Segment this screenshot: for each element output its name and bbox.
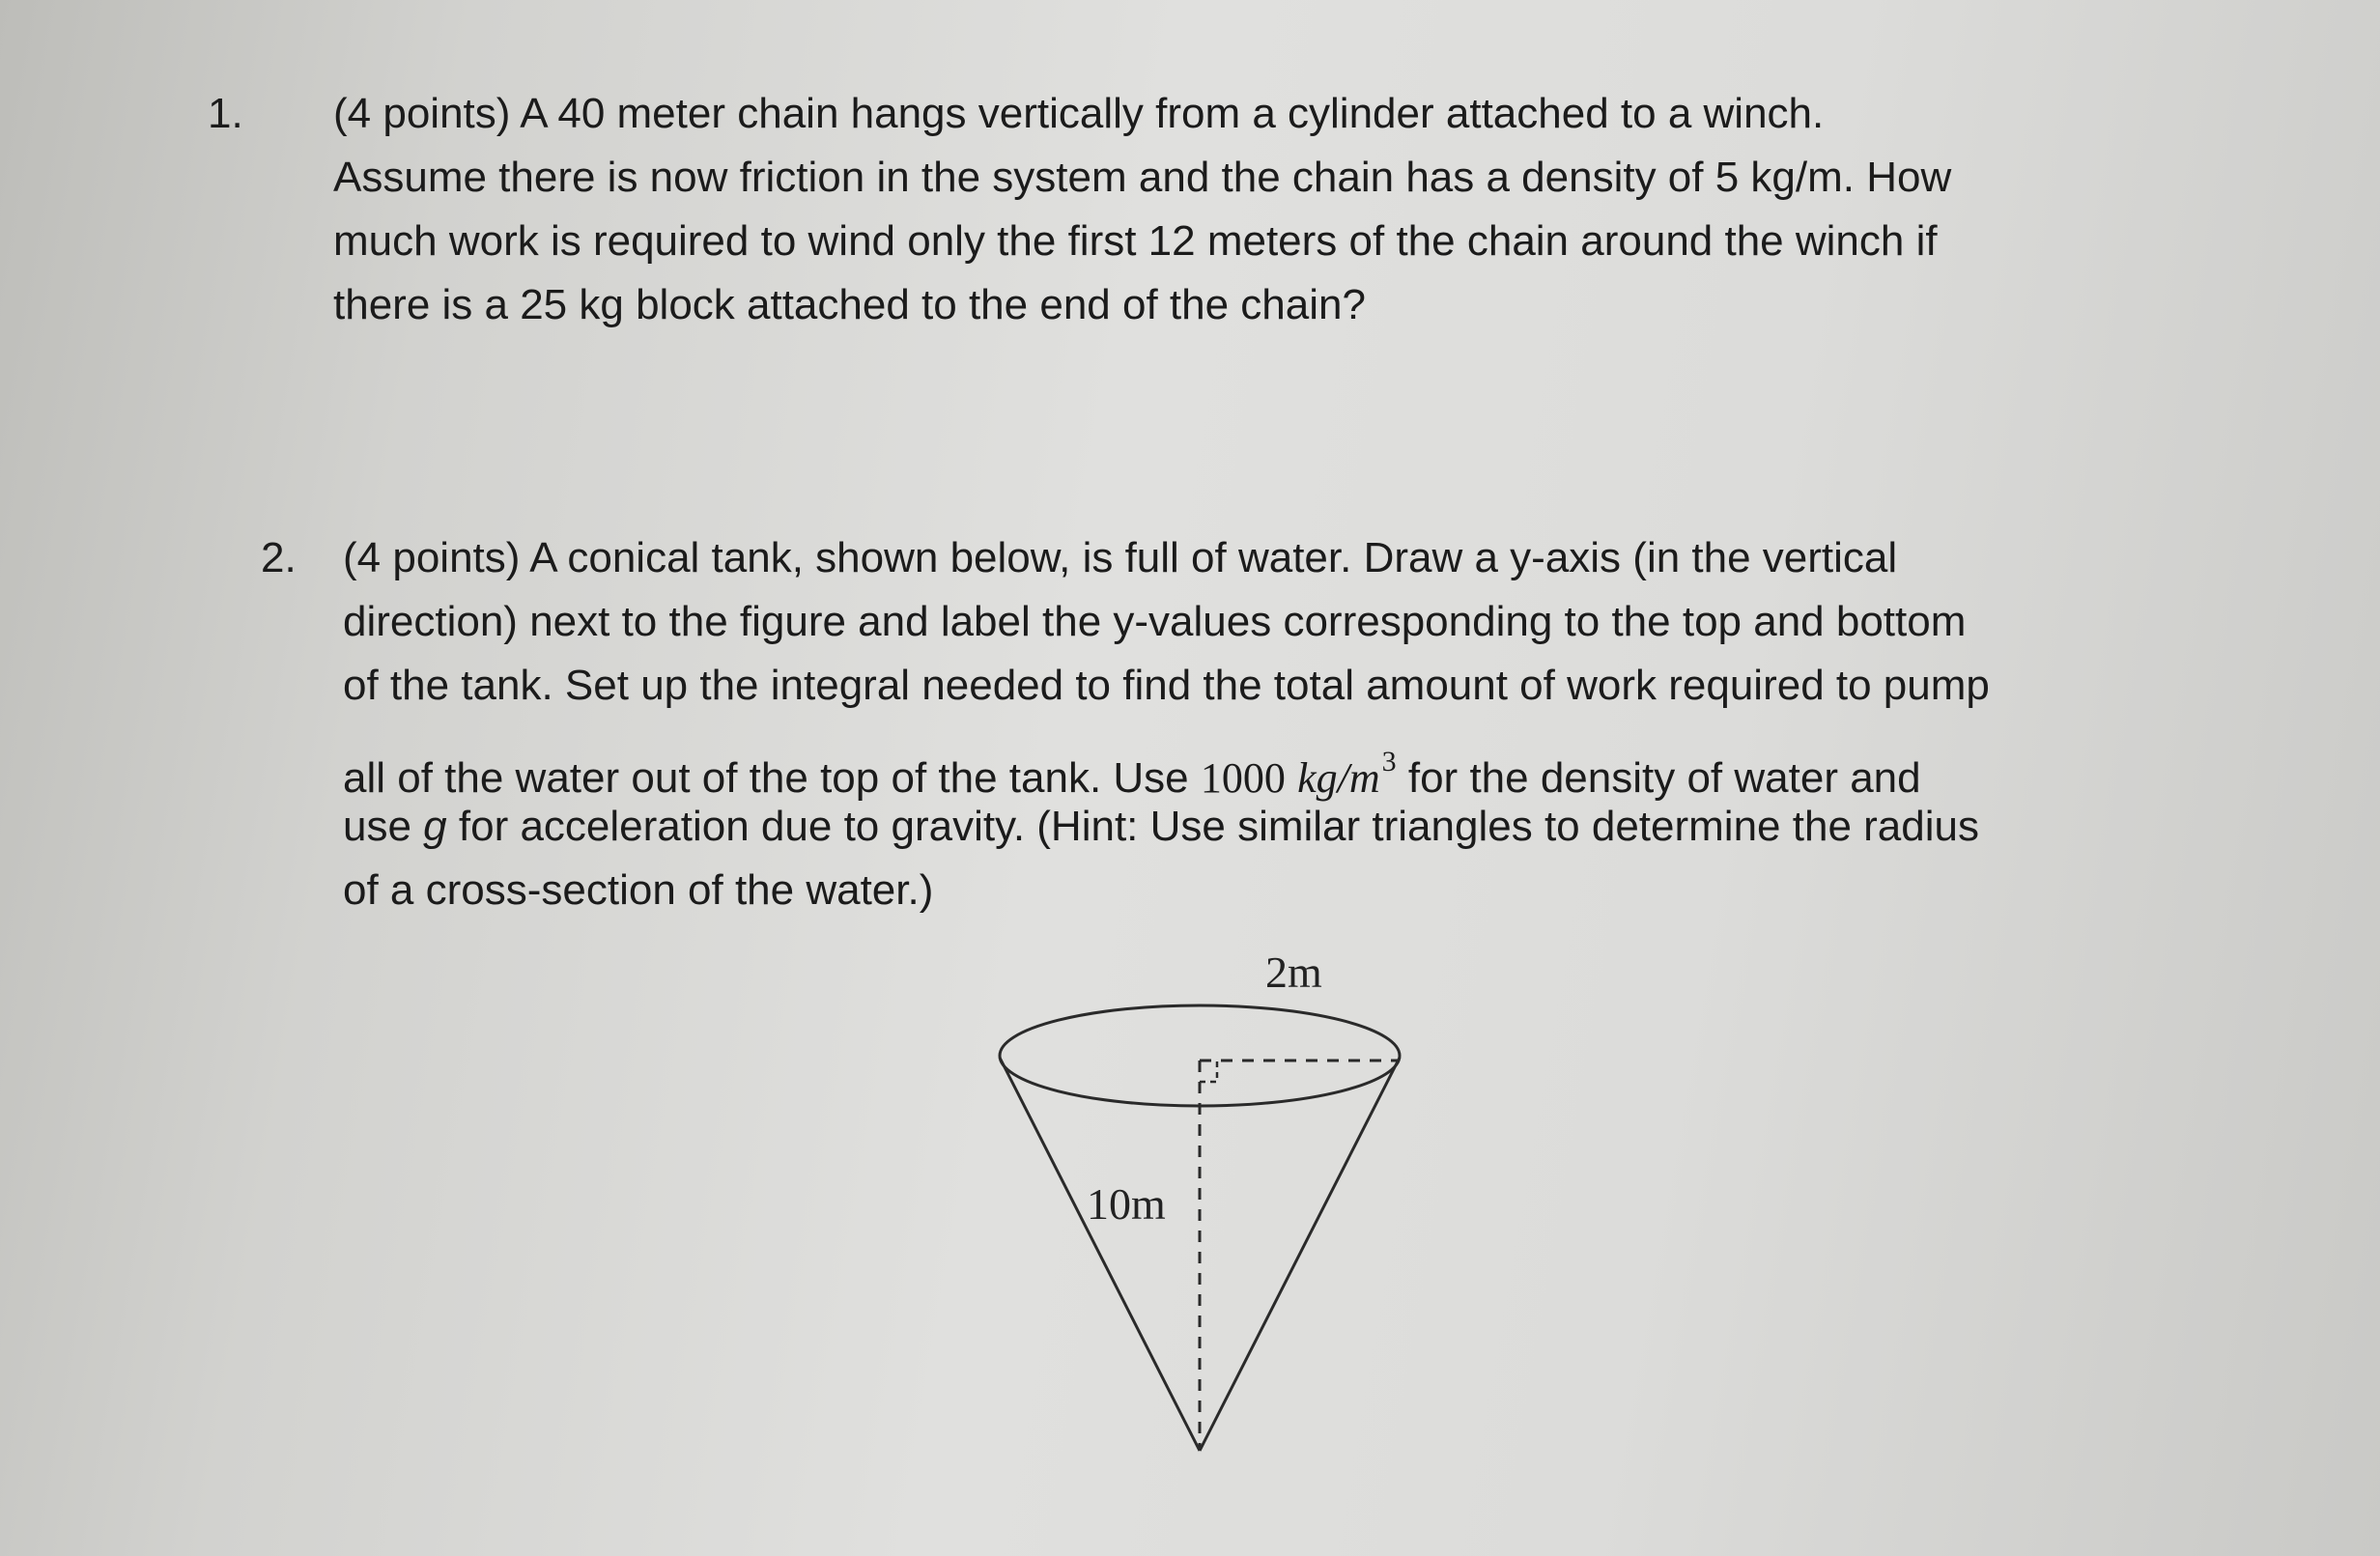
problem-2-line-3: of the tank. Set up the integral needed to find the total amount of work required to pump bbox=[343, 662, 1990, 709]
problem-1-points: (4 points) bbox=[333, 90, 511, 137]
problem-1-line-4: there is a 25 kg block attached to the end of the chain? bbox=[333, 281, 1366, 328]
cone-left-side bbox=[1000, 1058, 1200, 1451]
cone-right-side bbox=[1200, 1058, 1400, 1451]
problem-2-line-5: use g for acceleration due to gravity. (Hint: Use similar triangles to determine the radius bbox=[343, 803, 1979, 850]
problem-2-line-4: all of the water out of the top of the tank. Use 1000 $kg/m^3$ for the density of water and bbox=[343, 746, 1921, 802]
problem-2-line-2: direction) next to the figure and label the y-values corresponding to the top and bottom bbox=[343, 598, 1967, 645]
problem-2-line-1: (4 points) A conical tank, shown below, is full of water. Draw a y-axis (in the vertical bbox=[343, 534, 1898, 581]
problem-2-text bbox=[343, 526, 1990, 922]
density-unit: kg/m bbox=[1297, 754, 1380, 802]
problem-1-number: 1. bbox=[208, 90, 243, 137]
problem-2-points: (4 points) bbox=[343, 534, 521, 581]
problem-2-number: 2. bbox=[261, 534, 297, 581]
gravity-symbol: g bbox=[423, 803, 447, 850]
right-angle-marker bbox=[1200, 1061, 1217, 1082]
problem-2-line-6: of a cross-section of the water.) bbox=[343, 866, 934, 914]
problem-1-text bbox=[333, 82, 1951, 337]
problem-1-line-3: much work is required to wind only the first 12 meters of the chain around the winch if bbox=[333, 217, 1938, 265]
density-exponent: 3 bbox=[1381, 746, 1397, 778]
height-label: 10m bbox=[1087, 1179, 1166, 1229]
radius-label: 2m bbox=[1265, 948, 1322, 997]
cone-drawing bbox=[985, 937, 1430, 1468]
problem-1-line-2: Assume there is now friction in the system and the chain has a density of 5 kg/m. How bbox=[333, 154, 1952, 201]
conical-tank-figure bbox=[985, 937, 1430, 1468]
density-value: 1000 bbox=[1200, 754, 1286, 802]
problem-1-line-1: (4 points) A 40 meter chain hangs vertically from a cylinder attached to a winch. bbox=[333, 90, 1825, 137]
